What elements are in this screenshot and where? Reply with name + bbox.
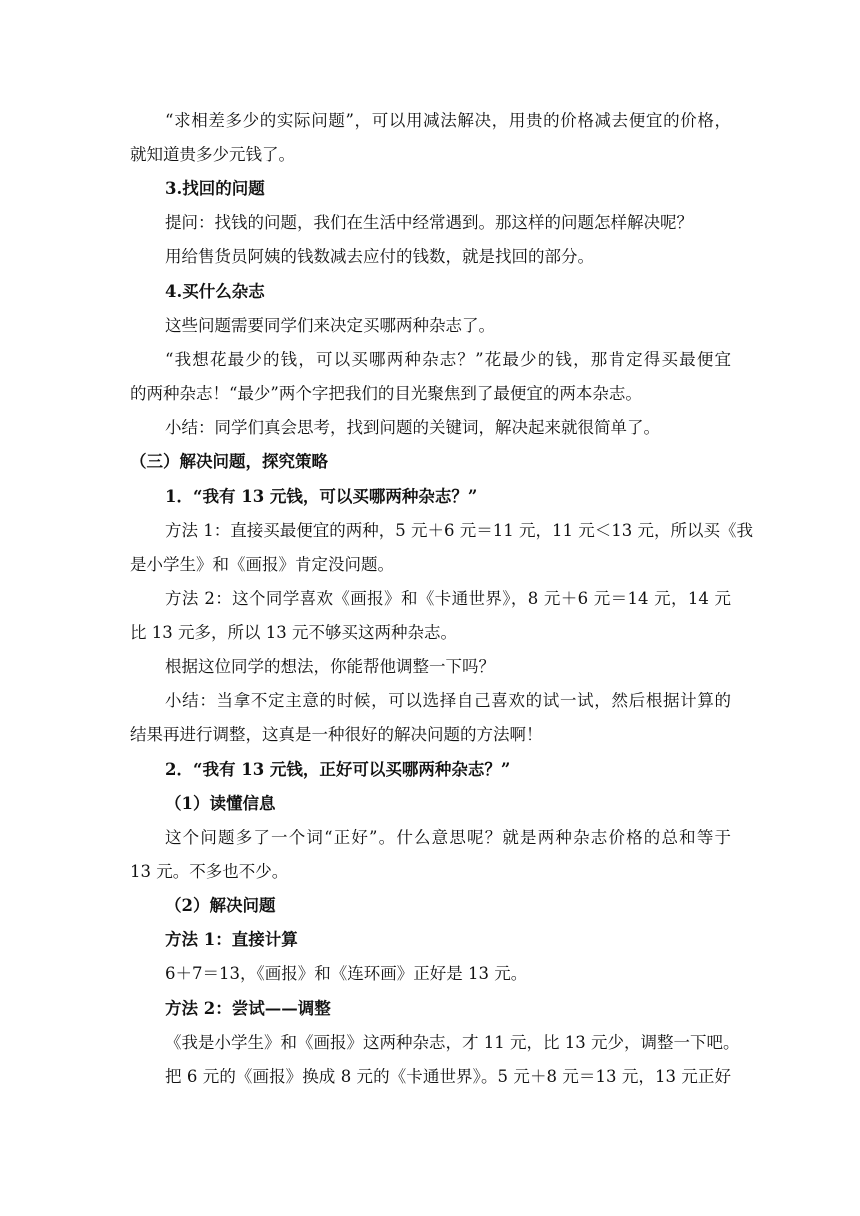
paragraph-line: “我想花最少的钱，可以买哪两种杂志？”花最少的钱，那肯定得买最便宜 [165, 350, 731, 369]
paragraph-line: 这个问题多了一个词“正好”。什么意思呢？就是两种杂志价格的总和等于 [165, 828, 731, 847]
paragraph-line: 方法 2：这个同学喜欢《画报》和《卡通世界》，8 元＋6 元＝14 元，14 元 [165, 589, 731, 608]
paragraph-line: 13 元。不多也不少。 [130, 862, 289, 881]
heading-find-change: 3.找回的问题 [165, 179, 265, 198]
subheading: （2）解决问题 [165, 896, 276, 915]
paragraph-line: 《我是小学生》和《画报》这两种杂志，才 11 元，比 13 元少，调整一下吧。 [165, 1033, 740, 1052]
section-heading: （三）解决问题，探究策略 [130, 452, 328, 471]
paragraph-line: 这些问题需要同学们来决定买哪两种杂志了。 [165, 316, 495, 335]
paragraph-line: 方法 1：直接买最便宜的两种，5 元＋6 元＝11 元，11 元＜13 元，所以买《我 [165, 521, 753, 540]
paragraph-line: 比 13 元多，所以 13 元不够买这两种杂志。 [130, 623, 457, 642]
question-heading: 2．“我有 13 元钱，正好可以买哪两种杂志？” [165, 760, 511, 779]
paragraph-line: “求相差多少的实际问题”，可以用减法解决，用贵的价格减去便宜的价格， [165, 111, 731, 130]
paragraph-line: 根据这位同学的想法，你能帮他调整一下吗？ [165, 657, 495, 676]
paragraph-line: 提问：找钱的问题，我们在生活中经常遇到。那这样的问题怎样解决呢？ [165, 213, 693, 232]
question-heading: 1．“我有 13 元钱，可以买哪两种杂志？” [165, 487, 478, 506]
method-heading: 方法 1：直接计算 [165, 930, 298, 949]
paragraph-line: 的两种杂志！“最少”两个字把我们的目光聚焦到了最便宜的两本杂志。 [130, 384, 642, 403]
paragraph-line: 就知道贵多少元钱了。 [130, 145, 295, 164]
method-heading: 方法 2：尝试——调整 [165, 999, 331, 1018]
subheading: （1）读懂信息 [165, 794, 276, 813]
paragraph-line: 用给售货员阿姨的钱数减去应付的钱数，就是找回的部分。 [165, 247, 594, 266]
paragraph-line: 6＋7＝13，《画报》和《连环画》正好是 13 元。 [165, 964, 528, 983]
paragraph-line: 小结：同学们真会思考，找到问题的关键词，解决起来就很简单了。 [165, 418, 660, 437]
paragraph-line: 把 6 元的《画报》换成 8 元的《卡通世界》。5 元＋8 元＝13 元，13 元正好 [165, 1067, 731, 1086]
heading-buy-magazine: 4.买什么杂志 [165, 282, 265, 301]
paragraph-line: 结果再进行调整，这真是一种很好的解决问题的方法啊！ [130, 725, 543, 744]
paragraph-line: 小结：当拿不定主意的时候，可以选择自己喜欢的试一试，然后根据计算的 [165, 691, 731, 710]
paragraph-line: 是小学生》和《画报》肯定没问题。 [130, 555, 394, 574]
